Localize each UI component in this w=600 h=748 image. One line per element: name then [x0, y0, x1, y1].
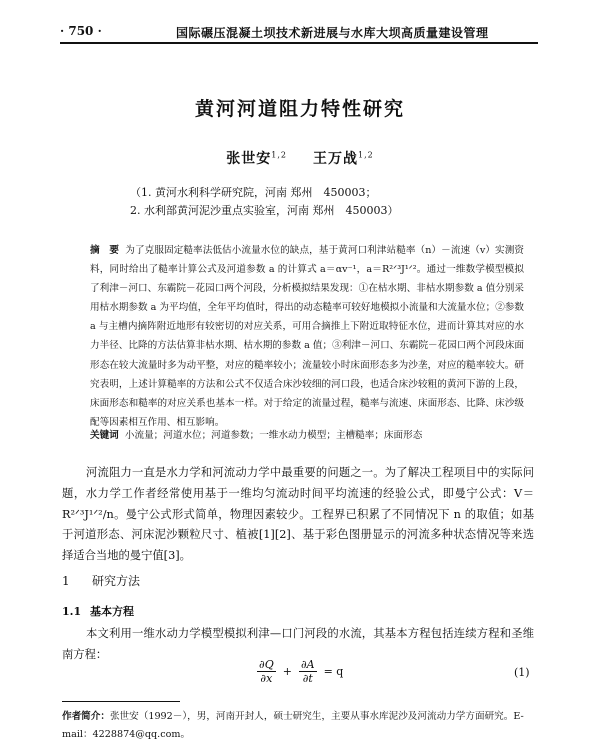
subsection-number: 1.1	[62, 605, 82, 618]
author-2-affiliation-mark: 1,2	[358, 150, 374, 160]
fraction-numerator: ∂Q	[259, 658, 274, 671]
equation-number: (1)	[514, 666, 530, 679]
author-1-affiliation-mark: 1,2	[271, 150, 287, 160]
section-title: 研究方法	[92, 574, 141, 588]
page-number: · 750 ·	[60, 24, 102, 38]
method-paragraph: 本文利用一维水动力学模型模拟利津—口门河段的水流，其基本方程包括连续方程和圣维南方程：	[62, 627, 534, 661]
header-rule	[60, 42, 538, 44]
footnote-text: 张世安（1992－），男，河南开封人，硕士研究生，主要从事水库泥沙及河流动力学方面研究。E-mail：4228874@qq.com。	[62, 711, 524, 740]
affiliation-1: （1. 黄河水利科学研究院，河南 郑州 450003；	[130, 186, 377, 199]
keywords-label: 关键词	[90, 430, 119, 441]
journal-title: 国际碾压混凝土坝技术新进展与水库大坝高质量建设管理	[176, 26, 489, 40]
keywords	[90, 427, 524, 441]
affiliation-2: 2. 水利部黄河泥沙重点实验室，河南 郑州 450003）	[130, 204, 399, 217]
footnote-rule	[62, 701, 180, 702]
author-1: 张世安	[226, 151, 272, 167]
subsection-title: 基本方程	[90, 605, 134, 618]
subsection-heading	[62, 603, 134, 619]
fraction-denominator: ∂t	[302, 672, 313, 685]
keywords-text: 小流量；河道水位；河道参数；一维水动力模型；主槽糙率；床面形态	[124, 430, 423, 441]
author-footnote	[62, 708, 534, 744]
section-heading	[62, 572, 140, 589]
abstract-text: 为了克服固定糙率法低估小流量水位的缺点，基于黄河口利津站糙率（n）－流速（v）实测资料，同时给出了糙率计算公式及河道参数 a 的计算式 a＝αv⁻¹，a＝R²ᐟ³J¹ᐟ²。通过一维数学模型模拟了利津－河口、东霸院－花园口两个河段，分析模拟结果发现：①在枯水期、非枯水期参数 a 值分别采用枯水期参数 a 为平均值，全年平均值时，得出的动态糙率可较好地模拟小流量和大流量水位；②参数 a 与主槽内摘阵附近地形有较密切的对应关系，可用合摘推上下附近取特征水位，进而计算其对应的水力半径、比降的方法估算非枯水期、枯水期的参数 a 值；③利津－河口、东霸院－花园口两个河段床面形态在较大流量时多为动平整，对应的糙率较小；流量较小时床面形态多为沙垄，对应的糙率较大。研究表明，上述计算糙率的方法和公式不仅适合床沙较细的河口段，也适合床沙较粗的黄河下游的上段，床面形态和糙率的对应关系也基本一样。对于给定的流量过程，糙率与流速、床面形态、比降、床沙级配等因素相互作用、相互影响。	[90, 245, 524, 428]
running-header	[60, 24, 538, 42]
fraction-dq-dx	[257, 658, 276, 685]
plus-sign: +	[282, 665, 292, 678]
abstract-label: 摘 要	[90, 245, 120, 256]
section-number: 1	[62, 574, 70, 588]
author-2: 王万战	[313, 151, 358, 167]
intro-paragraph: 河流阻力一直是水力学和河流动力学中最重要的问题之一。为了解决工程项目中的实际问题，水力学工作者经常使用基于一维均匀流动时间平均流速的经验公式，即曼宁公式：V＝R²ᐟ³J¹ᐟ²/n。曼宁公式形式简单，物理因素较少。工程界已积累了不同情况下 n 的取值；如基于河道形态、河床泥沙颗粒尺寸、植被[1][2]、基于彩色图册显示的河流多种状态情况等来选择适合当地的曼宁值[3]。	[62, 466, 534, 563]
paper-title: 黄河河道阻力特性研究	[194, 98, 405, 120]
fraction-numerator: ∂A	[300, 658, 315, 671]
footnote-label: 作者简介：	[62, 711, 110, 722]
equation-rhs: = q	[323, 665, 344, 678]
abstract	[90, 241, 524, 432]
fraction-denominator: ∂x	[260, 672, 273, 685]
continuity-equation	[254, 658, 347, 685]
fraction-da-dt	[299, 658, 317, 685]
author-line	[0, 148, 600, 168]
